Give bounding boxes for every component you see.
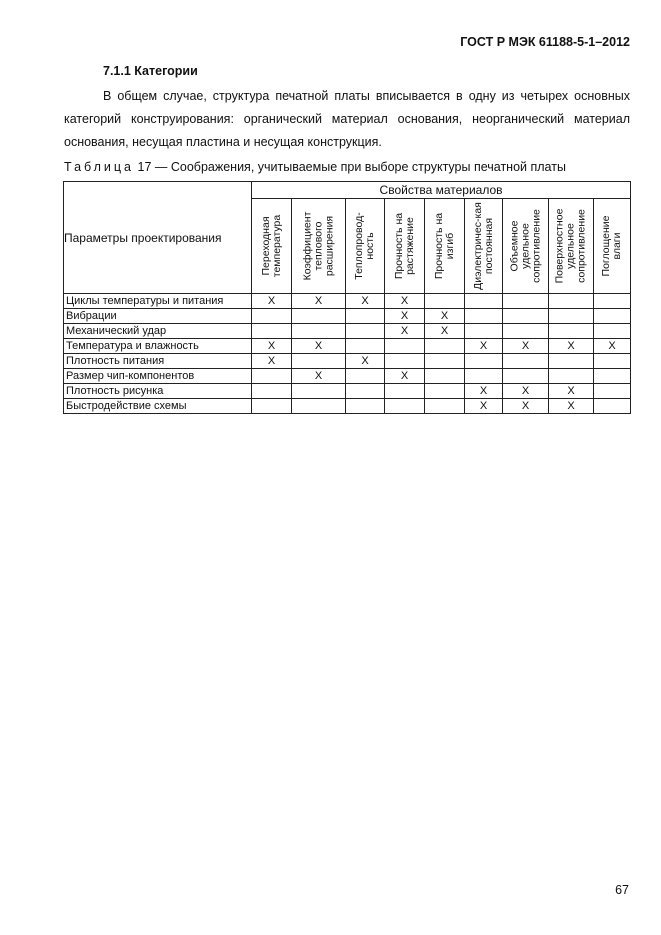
property-column-header bbox=[549, 199, 594, 294]
property-mark-cell: X bbox=[549, 384, 594, 399]
property-mark-cell bbox=[465, 354, 503, 369]
table-row bbox=[64, 309, 631, 324]
property-mark-cell bbox=[252, 399, 292, 414]
page-number: 67 bbox=[615, 883, 629, 897]
row-parameter-name: Температура и влажность bbox=[64, 339, 252, 354]
property-mark-cell: X bbox=[385, 324, 425, 339]
property-column-label: Прочность на растяжение bbox=[392, 212, 416, 280]
table-row bbox=[64, 354, 631, 369]
property-mark-cell: X bbox=[503, 384, 549, 399]
table-caption-text: — Соображения, учитываемые при выборе структуры печатной платы bbox=[154, 160, 566, 174]
property-mark-cell bbox=[594, 399, 631, 414]
table-row bbox=[64, 399, 631, 414]
property-mark-cell: X bbox=[549, 399, 594, 414]
property-mark-cell: X bbox=[252, 294, 292, 309]
property-column-header bbox=[594, 199, 631, 294]
property-column-label: Поглощение влаги bbox=[600, 215, 624, 277]
property-mark-cell bbox=[594, 369, 631, 384]
property-mark-cell bbox=[503, 309, 549, 324]
property-mark-cell bbox=[425, 339, 465, 354]
property-column-label: Объемное удельное сопротивление bbox=[508, 209, 542, 283]
property-mark-cell bbox=[549, 324, 594, 339]
property-mark-cell bbox=[385, 399, 425, 414]
property-mark-cell: X bbox=[385, 294, 425, 309]
table-row bbox=[64, 324, 631, 339]
property-mark-cell bbox=[425, 384, 465, 399]
property-mark-cell: X bbox=[252, 339, 292, 354]
property-mark-cell bbox=[549, 369, 594, 384]
property-mark-cell bbox=[346, 309, 385, 324]
property-mark-cell bbox=[252, 324, 292, 339]
property-column-label: Переходная температура bbox=[259, 214, 283, 278]
property-mark-cell: X bbox=[385, 369, 425, 384]
document-header: ГОСТ Р МЭК 61188-5-1–2012 bbox=[460, 35, 630, 49]
property-mark-cell bbox=[503, 324, 549, 339]
property-mark-cell bbox=[346, 384, 385, 399]
property-column-header bbox=[346, 199, 385, 294]
property-column-label: Прочность на изгиб bbox=[432, 212, 456, 280]
table-row bbox=[64, 384, 631, 399]
property-column-header bbox=[465, 199, 503, 294]
property-mark-cell bbox=[252, 369, 292, 384]
table-caption bbox=[64, 160, 566, 174]
property-column-label: Теплопровод-ность bbox=[353, 212, 376, 280]
property-mark-cell bbox=[292, 309, 346, 324]
property-mark-cell: X bbox=[503, 339, 549, 354]
property-mark-cell: X bbox=[425, 324, 465, 339]
property-mark-cell: X bbox=[465, 384, 503, 399]
property-column-label: Коэффициент теплового расширения bbox=[301, 211, 335, 281]
table-row bbox=[64, 369, 631, 384]
property-column-header bbox=[252, 199, 292, 294]
table-caption-label: Таблица bbox=[64, 160, 135, 174]
property-column-label: Поверхностное удельное сопротивление bbox=[553, 208, 588, 284]
property-mark-cell bbox=[549, 294, 594, 309]
property-mark-cell bbox=[385, 339, 425, 354]
property-mark-cell bbox=[503, 354, 549, 369]
property-mark-cell: X bbox=[425, 309, 465, 324]
property-mark-cell bbox=[252, 384, 292, 399]
property-mark-cell bbox=[594, 324, 631, 339]
property-mark-cell bbox=[252, 309, 292, 324]
row-parameter-name: Вибрации bbox=[64, 309, 252, 324]
property-mark-cell bbox=[346, 369, 385, 384]
property-mark-cell: X bbox=[346, 354, 385, 369]
property-mark-cell bbox=[465, 309, 503, 324]
property-mark-cell bbox=[594, 384, 631, 399]
property-mark-cell: X bbox=[292, 369, 346, 384]
param-column-header: Параметры проектирования bbox=[64, 182, 252, 294]
row-parameter-name: Механический удар bbox=[64, 324, 252, 339]
property-mark-cell bbox=[503, 369, 549, 384]
property-column-label: Диэлектричес-кая постоянная bbox=[471, 202, 495, 290]
property-mark-cell: X bbox=[385, 309, 425, 324]
property-mark-cell: X bbox=[292, 294, 346, 309]
section-paragraph: В общем случае, структура печатной платы вписывается в одну из четырех основных категорий конструирования: органический материал основания, неорганический материал основания, несущая пластина и несущая конструкция. bbox=[64, 89, 630, 149]
row-parameter-name: Плотность рисунка bbox=[64, 384, 252, 399]
property-mark-cell bbox=[346, 339, 385, 354]
property-mark-cell bbox=[465, 369, 503, 384]
property-mark-cell bbox=[425, 399, 465, 414]
material-properties-header: Свойства материалов bbox=[252, 182, 631, 199]
table-row bbox=[64, 294, 631, 309]
property-mark-cell bbox=[385, 354, 425, 369]
property-mark-cell bbox=[292, 354, 346, 369]
property-mark-cell bbox=[346, 324, 385, 339]
property-mark-cell: X bbox=[594, 339, 631, 354]
property-mark-cell bbox=[425, 354, 465, 369]
property-mark-cell bbox=[594, 354, 631, 369]
property-mark-cell bbox=[425, 294, 465, 309]
property-mark-cell bbox=[594, 294, 631, 309]
row-parameter-name: Размер чип-компонентов bbox=[64, 369, 252, 384]
property-mark-cell bbox=[346, 399, 385, 414]
property-mark-cell bbox=[549, 309, 594, 324]
row-parameter-name: Циклы температуры и питания bbox=[64, 294, 252, 309]
design-parameters-table bbox=[63, 181, 631, 414]
property-mark-cell bbox=[594, 309, 631, 324]
property-mark-cell bbox=[292, 399, 346, 414]
table-caption-number: 17 bbox=[137, 160, 152, 174]
property-column-header bbox=[503, 199, 549, 294]
table-row bbox=[64, 339, 631, 354]
property-mark-cell: X bbox=[549, 339, 594, 354]
property-mark-cell: X bbox=[252, 354, 292, 369]
property-mark-cell bbox=[549, 354, 594, 369]
property-mark-cell bbox=[292, 324, 346, 339]
property-column-header bbox=[292, 199, 346, 294]
property-mark-cell bbox=[385, 384, 425, 399]
property-column-header bbox=[385, 199, 425, 294]
property-mark-cell: X bbox=[292, 339, 346, 354]
property-mark-cell bbox=[503, 294, 549, 309]
row-parameter-name: Плотность питания bbox=[64, 354, 252, 369]
property-mark-cell: X bbox=[465, 399, 503, 414]
property-mark-cell bbox=[425, 369, 465, 384]
property-mark-cell: X bbox=[465, 339, 503, 354]
property-mark-cell: X bbox=[503, 399, 549, 414]
property-mark-cell bbox=[465, 294, 503, 309]
section-title: 7.1.1 Категории bbox=[103, 64, 198, 78]
property-column-header bbox=[425, 199, 465, 294]
property-mark-cell bbox=[292, 384, 346, 399]
property-mark-cell bbox=[465, 324, 503, 339]
property-mark-cell: X bbox=[346, 294, 385, 309]
row-parameter-name: Быстродействие схемы bbox=[64, 399, 252, 414]
